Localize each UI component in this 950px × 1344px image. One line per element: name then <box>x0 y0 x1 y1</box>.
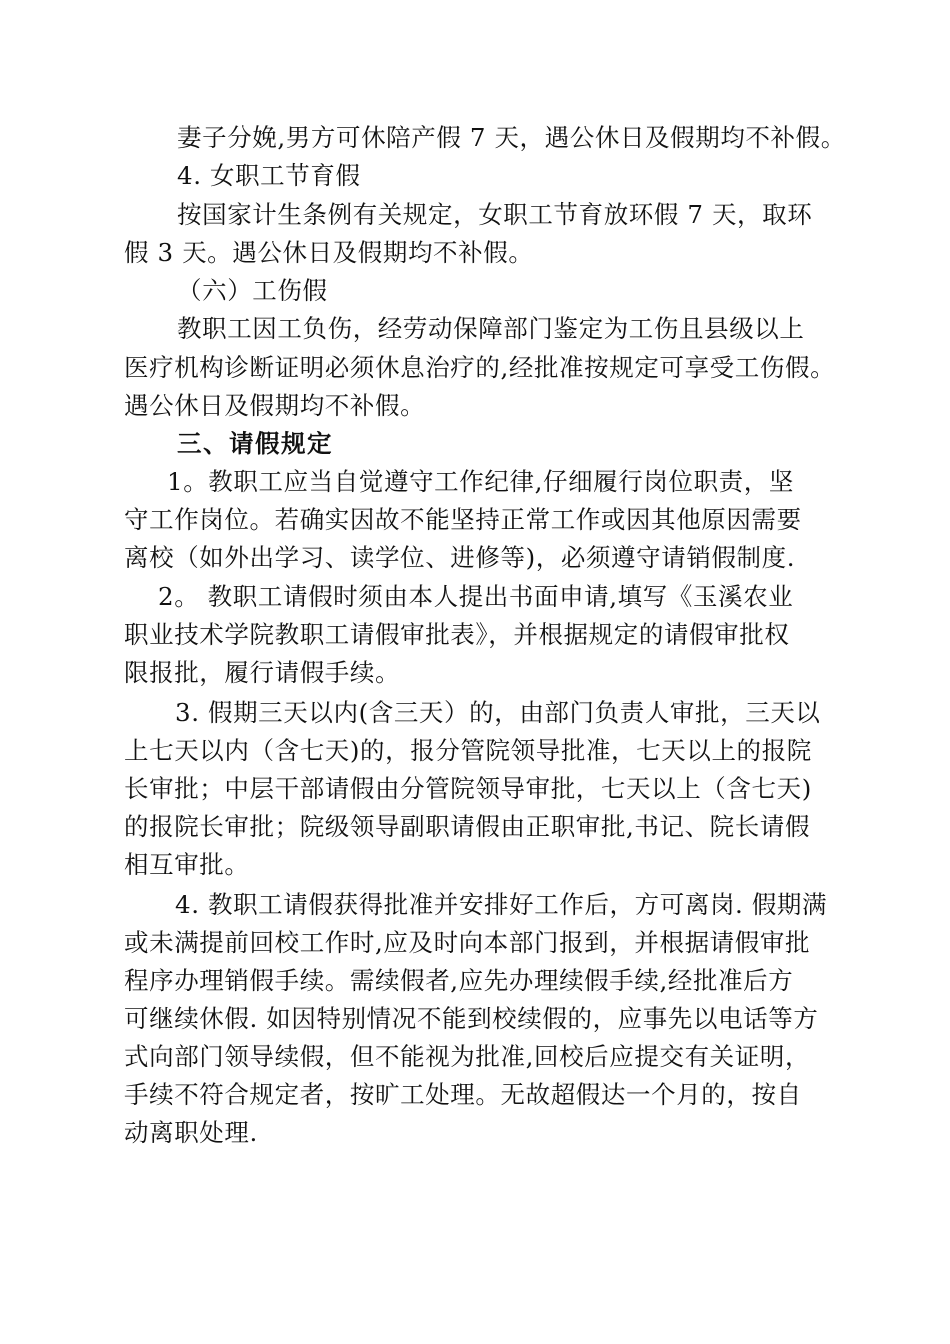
text-line: 程序办理销假手续。需续假者,应先办理续假手续,经批准后方 <box>124 966 794 995</box>
text-line: 职业技术学院教职工请假审批表》，并根据规定的请假审批权 <box>124 620 790 649</box>
text-line: 教职工因工负伤，经劳动保障部门鉴定为工伤且县级以上 <box>177 314 805 343</box>
text-line: 可继续休假. 如因特别情况不能到校续假的，应事先以电话等方 <box>124 1004 819 1033</box>
text-line: 2。 教职工请假时须由本人提出书面申请,填写《玉溪农业 <box>158 582 794 611</box>
text-line: 限报批，履行请假手续。 <box>124 658 401 687</box>
text-line: 长审批；中层干部请假由分管院领导审批，七天以上（含七天) <box>124 774 812 803</box>
text-line: 相互审批。 <box>124 850 250 879</box>
text-line: 的报院长审批；院级领导副职请假由正职审批,书记、院长请假 <box>124 812 811 841</box>
text-line: 4. 教职工请假获得批准并安排好工作后，方可离岗. 假期满 <box>175 890 828 919</box>
text-line: 医疗机构诊断证明必须休息治疗的,经批准按规定可享受工伤假。 <box>124 353 836 382</box>
text-line: 或未满提前回校工作时,应及时向本部门报到，并根据请假审批 <box>124 928 811 957</box>
text-line: 手续不符合规定者，按旷工处理。无故超假达一个月的，按自 <box>124 1080 802 1109</box>
text-line: 遇公休日及假期均不补假。 <box>124 391 426 420</box>
section-heading: 4. 女职工节育假 <box>177 161 361 190</box>
text-line: 上七天以内（含七天)的，报分管院领导批准，七天以上的报院 <box>124 736 812 765</box>
text-line: 式向部门领导续假，但不能视为批准,回校后应提交有关证明， <box>124 1042 811 1071</box>
text-line: 动离职处理. <box>124 1118 258 1147</box>
text-line: 守工作岗位。若确实因故不能坚持正常工作或因其他原因需要 <box>124 505 802 534</box>
text-line: 1。教职工应当自觉遵守工作纪律,仔细履行岗位职责，坚 <box>167 467 794 496</box>
text-line: 离校（如外出学习、读学位、进修等)，必须遵守请销假制度. <box>124 543 796 572</box>
section-heading: （六）工伤假 <box>177 276 328 305</box>
text-line: 假 3 天。遇公休日及假期均不补假。 <box>124 238 534 267</box>
text-line: 3. 假期三天以内(含三天）的，由部门负责人审批，三天以 <box>175 698 821 727</box>
text-line: 按国家计生条例有关规定，女职工节育放环假 7 天，取环 <box>177 200 813 229</box>
text-line: 妻子分娩,男方可休陪产假 7 天，遇公休日及假期均不补假。 <box>177 123 846 152</box>
chapter-heading: 三、请假规定 <box>177 429 333 458</box>
